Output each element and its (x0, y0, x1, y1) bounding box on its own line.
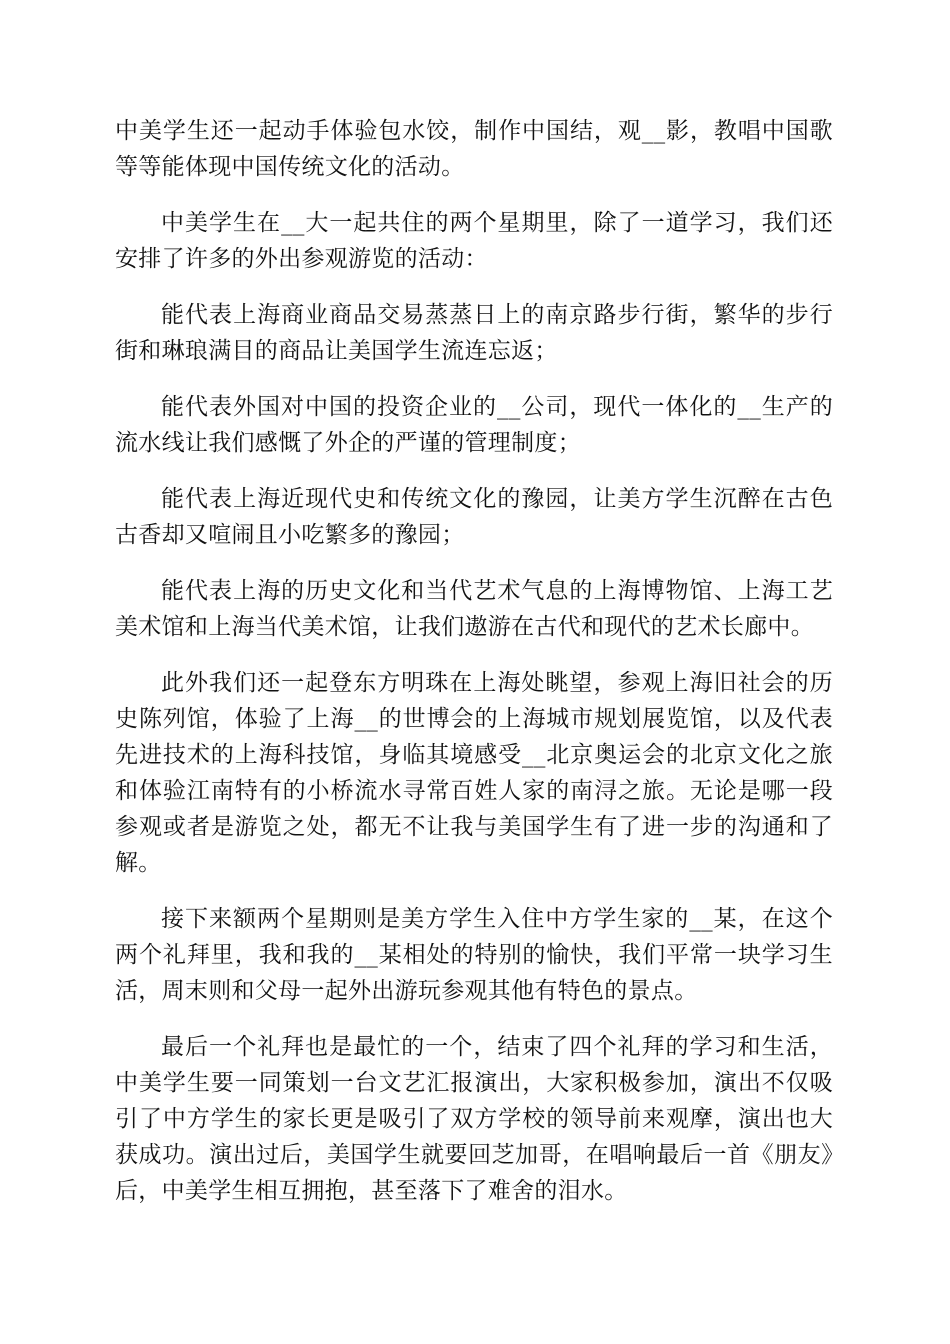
paragraph-2: 中美学生在__大一起共住的两个星期里，除了一道学习，我们还安排了许多的外出参观游览的活动： (115, 210, 833, 272)
paragraph-3: 能代表上海商业商品交易蒸蒸日上的南京路步行街，繁华的步行街和琳琅满目的商品让美国学生流连忘返； (115, 302, 833, 364)
paragraph-7: 此外我们还一起登东方明珠在上海处眺望，参观上海旧社会的历史陈列馆，体验了上海__的世博会的上海城市规划展览馆，以及代表先进技术的上海科技馆，身临其境感受__北京奥运会的北京文化之旅和体验江南特有的小桥流水寻常百姓人家的南浔之旅。无论是哪一段参观或者是游览之处，都无不让我与美国学生有了进一步的沟通和了解。 (115, 670, 833, 876)
paragraph-4: 能代表外国对中国的投资企业的__公司，现代一体化的__生产的流水线让我们感慨了外企的严谨的管理制度； (115, 394, 833, 456)
paragraph-8: 接下来额两个星期则是美方学生入住中方学生家的__某，在这个两个礼拜里，我和我的__某相处的特别的愉快，我们平常一块学习生活，周末则和父母一起外出游玩参观其他有特色的景点。 (115, 906, 833, 1004)
paragraph-1: 中美学生还一起动手体验包水饺，制作中国结，观__影，教唱中国歌等等能体现中国传统文化的活动。 (115, 118, 833, 180)
paragraph-6: 能代表上海的历史文化和当代艺术气息的上海博物馆、上海工艺美术馆和上海当代美术馆，让我们遨游在古代和现代的艺术长廊中。 (115, 578, 833, 640)
paragraph-5: 能代表上海近现代史和传统文化的豫园，让美方学生沉醉在古色古香却又喧闹且小吃繁多的豫园； (115, 486, 833, 548)
document-body (115, 113, 833, 1229)
paragraph-9: 最后一个礼拜也是最忙的一个，结束了四个礼拜的学习和生活，中美学生要一同策划一台文艺汇报演出，大家积极参加，演出不仅吸引了中方学生的家长更是吸引了双方学校的领导前来观摩，演出也大获成功。演出过后，美国学生就要回芝加哥，在唱响最后一首《朋友》后，中美学生相互拥抱，甚至落下了难舍的泪水。 (115, 1034, 833, 1204)
